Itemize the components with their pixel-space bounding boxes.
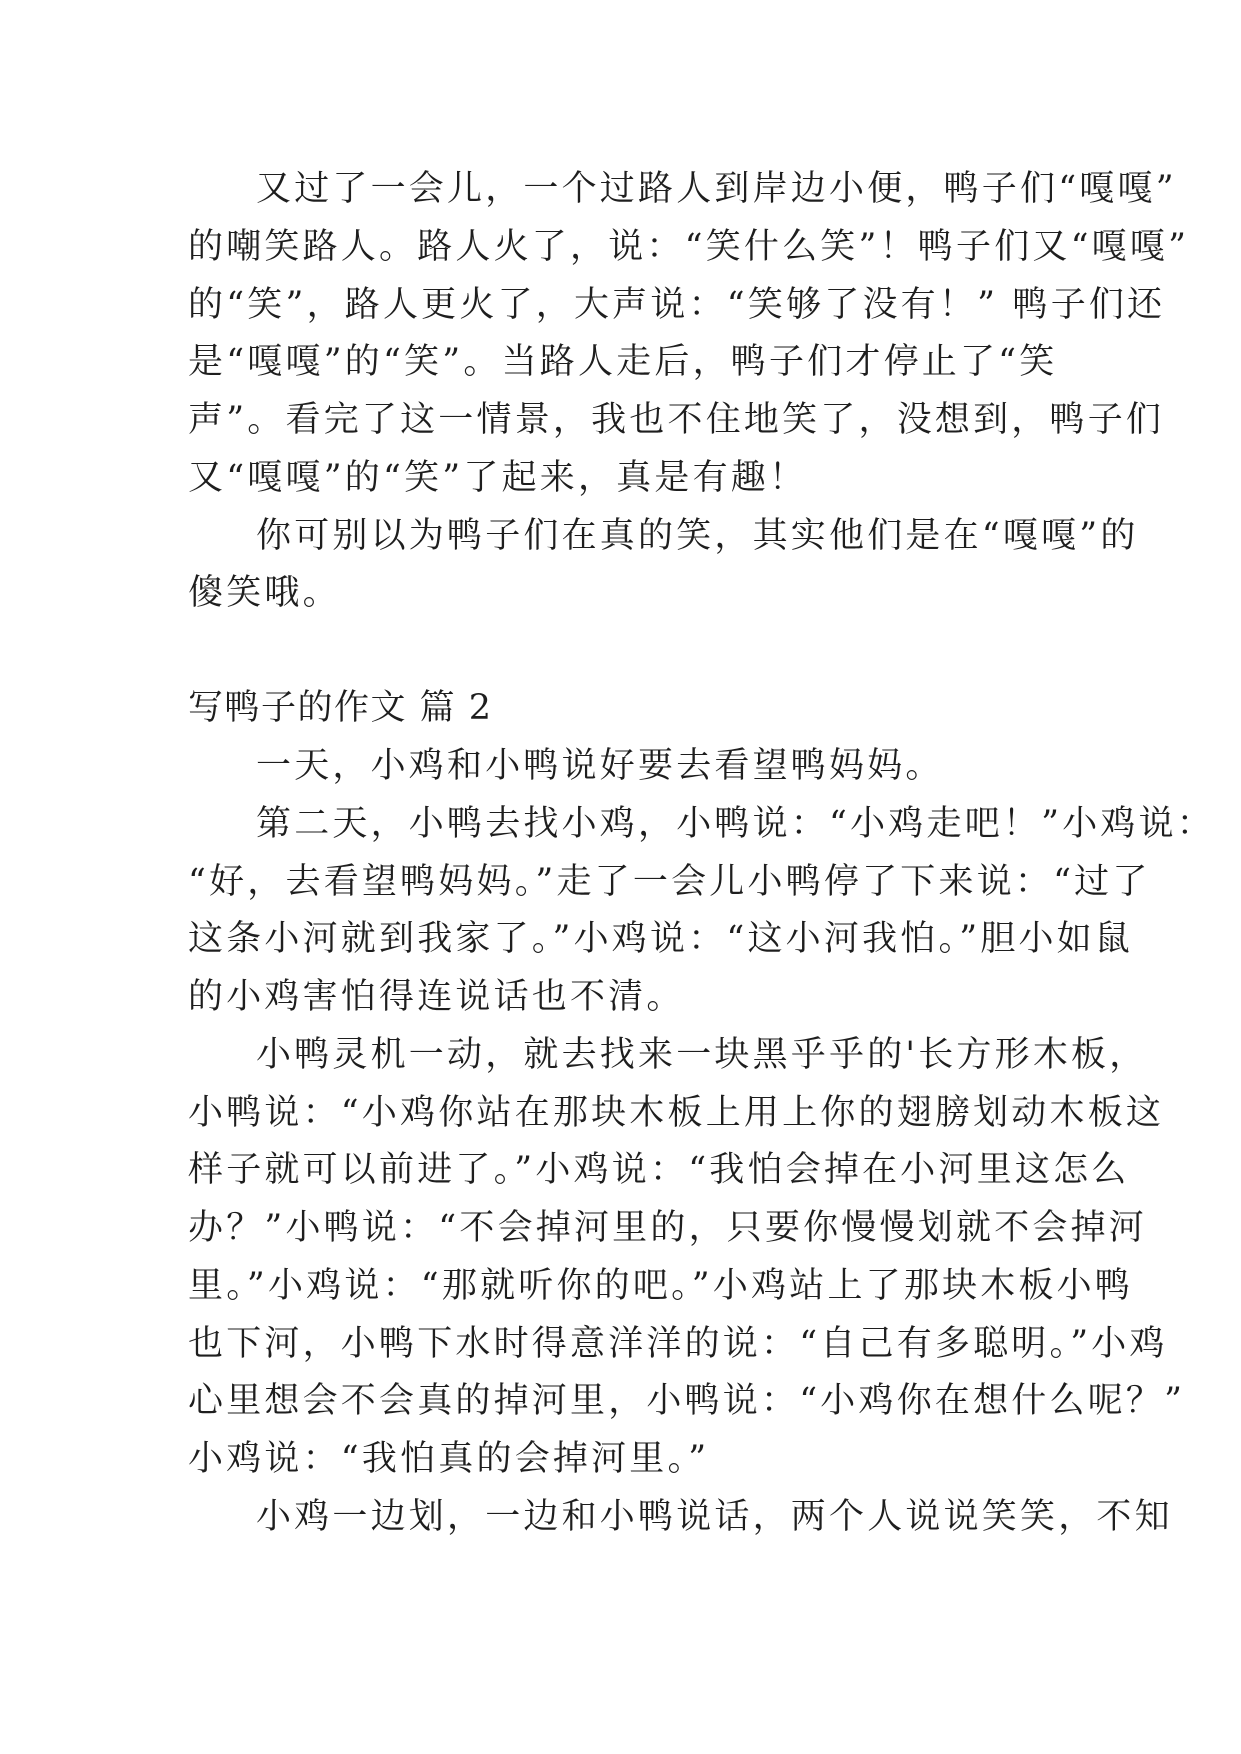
paragraph-line: 里。”小鸡说：“那就听你的吧。”小鸡站上了那块木板小鸭	[188, 1266, 1134, 1306]
paragraph-line: 也下河，小鸭下水时得意洋洋的说：“自己有多聪明。”小鸡	[188, 1324, 1168, 1364]
paragraph-line: 第二天，小鸭去找小鸡，小鸭说：“小鸡走吧！”小鸡说：	[256, 804, 1215, 844]
paragraph-line: “好，去看望鸭妈妈。”走了一会儿小鸭停了下来说：“过了	[188, 862, 1151, 902]
paragraph-line: 办？”小鸭说：“不会掉河里的，只要你慢慢划就不会掉河	[188, 1208, 1147, 1248]
paragraph-line: 傻笑哦。	[188, 573, 341, 613]
paragraph-line: 你可别以为鸭子们在真的笑，其实他们是在“嘎嘎”的	[256, 516, 1139, 556]
section-title: 写鸭子的作文 篇 2	[188, 688, 493, 728]
paragraph-line: 又过了一会儿，一个过路人到岸边小便，鸭子们“嘎嘎”	[256, 169, 1177, 209]
paragraph-line: 样子就可以前进了。”小鸡说：“我怕会掉在小河里这怎么	[188, 1150, 1130, 1190]
paragraph-line: 小鸭灵机一动，就去找来一块黑乎乎的'长方形木板，	[256, 1035, 1148, 1075]
paragraph-line: 是“嘎嘎”的“笑”。当路人走后，鸭子们才停止了“笑	[188, 342, 1058, 382]
paragraph-line: 的小鸡害怕得连说话也不清。	[188, 977, 685, 1017]
paragraph-line: 声”。看完了这一情景，我也不住地笑了，没想到，鸭子们	[188, 400, 1165, 440]
paragraph-line: 一天，小鸡和小鸭说好要去看望鸭妈妈。	[256, 746, 944, 786]
paragraph-line: 这条小河就到我家了。”小鸡说：“这小河我怕。”胆小如鼠	[188, 919, 1134, 959]
paragraph-line: 的“笑”，路人更火了，大声说：“笑够了没有！” 鸭子们还	[188, 285, 1166, 325]
paragraph-line: 的嘲笑路人。路人火了，说：“笑什么笑”！鸭子们又“嘎嘎”	[188, 227, 1190, 267]
paragraph-line: 小鸡一边划，一边和小鸭说话，两个人说说笑笑，不知	[256, 1497, 1173, 1537]
paragraph-line: 又“嘎嘎”的“笑”了起来，真是有趣！	[188, 458, 808, 498]
paragraph-line: 小鸭说：“小鸡你站在那块木板上用上你的翅膀划动木板这	[188, 1093, 1165, 1133]
paragraph-line: 小鸡说：“我怕真的会掉河里。”	[188, 1439, 710, 1479]
paragraph-line: 心里想会不会真的掉河里，小鸭说：“小鸡你在想什么呢？”	[188, 1381, 1186, 1421]
